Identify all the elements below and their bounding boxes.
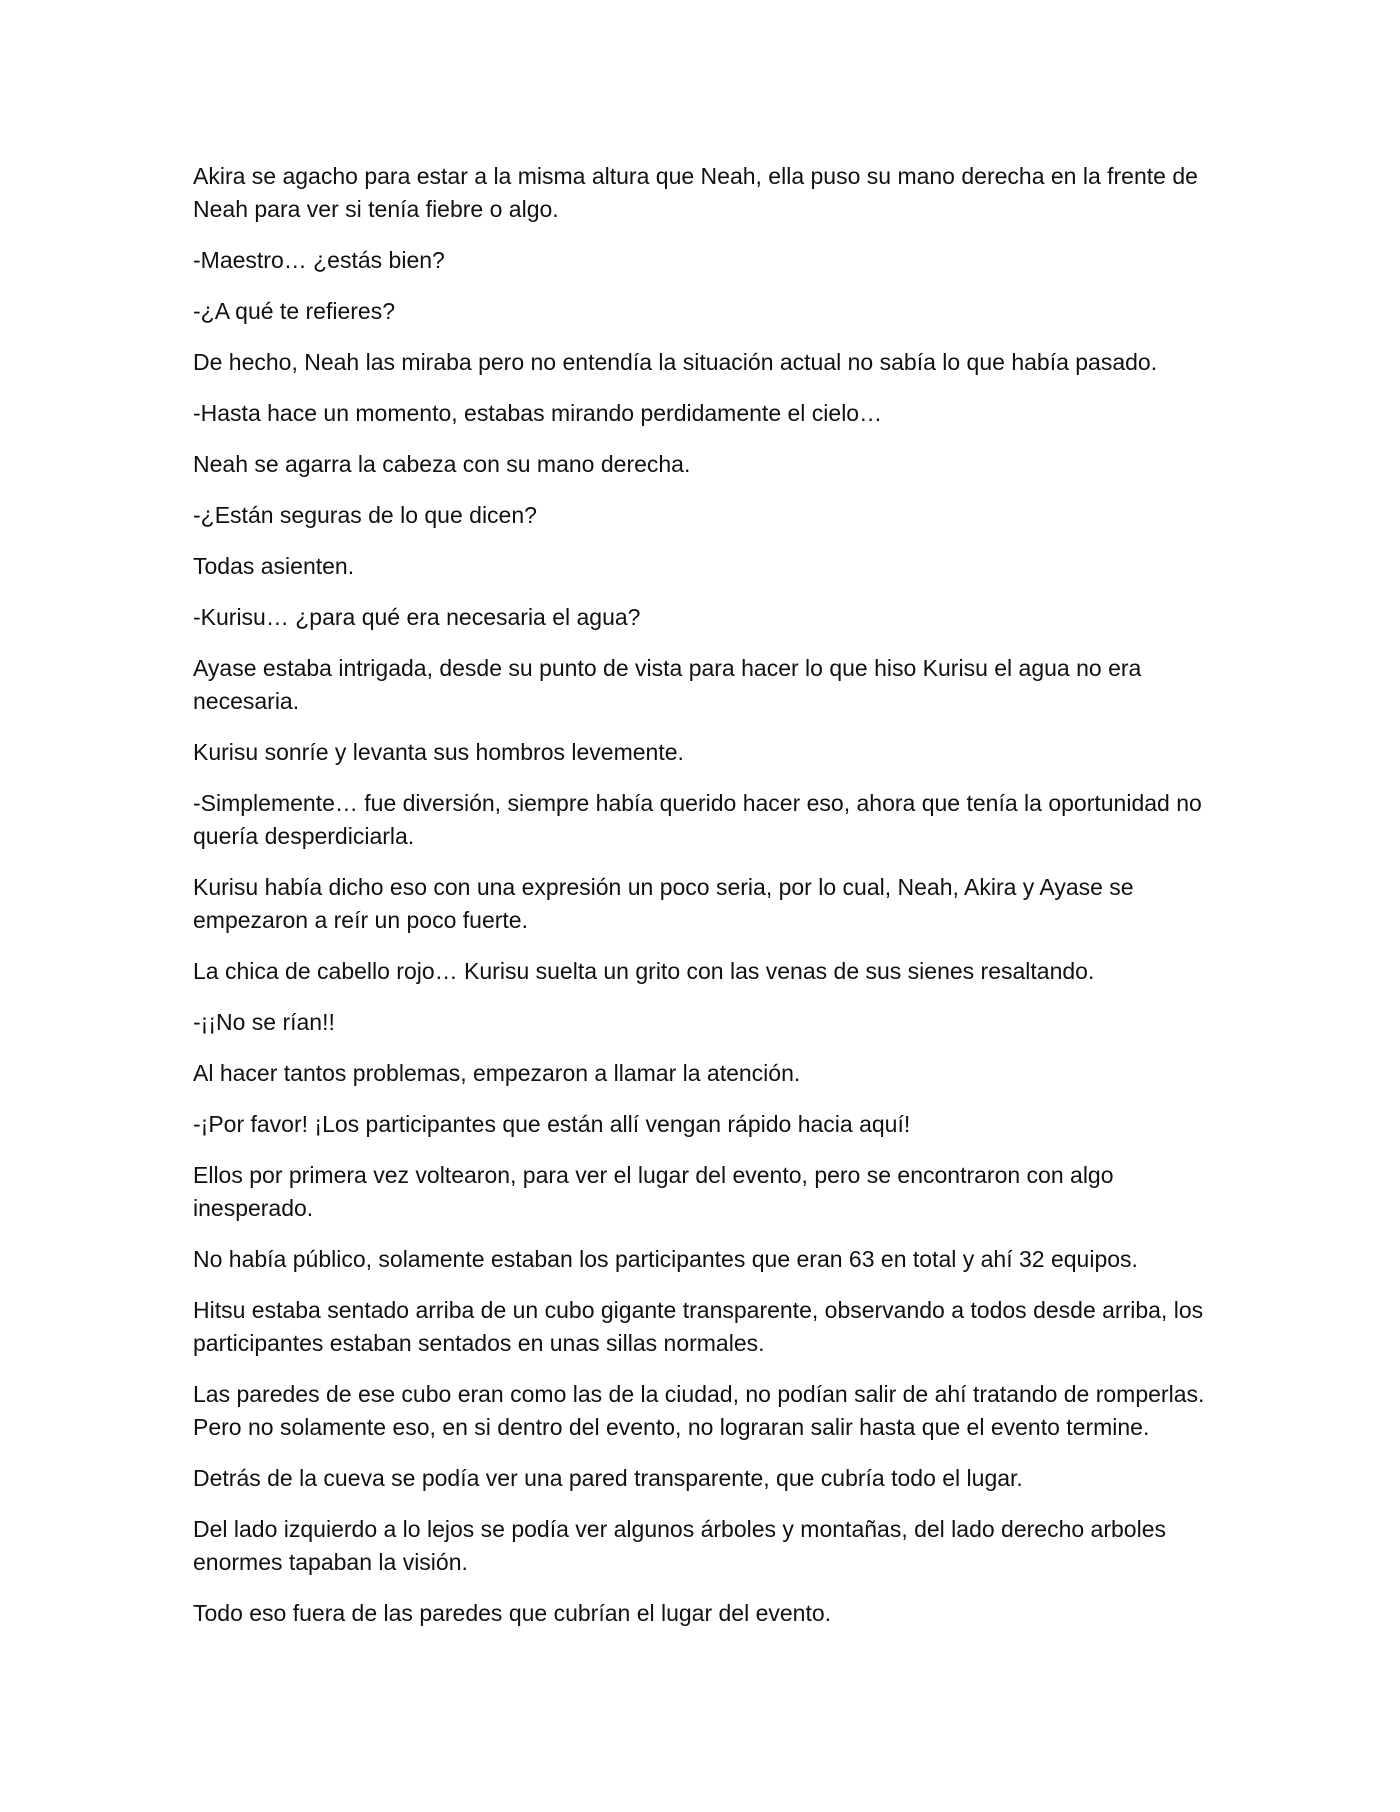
paragraph-8: Todas asienten.	[193, 553, 355, 579]
paragraph-5: -Hasta hace un momento, estabas mirando perdidamente el cielo…	[193, 400, 883, 426]
paragraph-16: Al hacer tantos problemas, empezaron a llamar la atención.	[193, 1060, 801, 1086]
paragraph-19: No había público, solamente estaban los participantes que eran 63 en total y ahí 32 equipos.	[193, 1246, 1138, 1272]
paragraph-22: Detrás de la cueva se podía ver una pared transparente, que cubría todo el lugar.	[193, 1465, 1023, 1491]
document-page	[193, 160, 1213, 1648]
paragraph-21: Las paredes de ese cubo eran como las de la ciudad, no podían salir de ahí tratando de romperlas. Pero no solamente eso, en si dentro del evento, no lograran salir hasta que el evento termine.	[193, 1381, 1205, 1440]
paragraph-17: -¡Por favor! ¡Los participantes que están allí vengan rápido hacia aquí!	[193, 1111, 911, 1137]
paragraph-1: Akira se agacho para estar a la misma altura que Neah, ella puso su mano derecha en la frente de Neah para ver si tenía fiebre o algo.	[193, 163, 1198, 222]
paragraph-3: -¿A qué te refieres?	[193, 298, 395, 324]
paragraph-23: Del lado izquierdo a lo lejos se podía ver algunos árboles y montañas, del lado derecho arboles enormes tapaban la visión.	[193, 1516, 1166, 1575]
paragraph-9: -Kurisu… ¿para qué era necesaria el agua?	[193, 604, 641, 630]
paragraph-11: Kurisu sonríe y levanta sus hombros levemente.	[193, 739, 684, 765]
paragraph-4: De hecho, Neah las miraba pero no entendía la situación actual no sabía lo que había pasado.	[193, 349, 1158, 375]
paragraph-20: Hitsu estaba sentado arriba de un cubo gigante transparente, observando a todos desde arriba, los participantes estaban sentados en unas sillas normales.	[193, 1297, 1204, 1356]
paragraph-13: Kurisu había dicho eso con una expresión un poco seria, por lo cual, Neah, Akira y Ayase se empezaron a reír un poco fuerte.	[193, 874, 1134, 933]
paragraph-14: La chica de cabello rojo… Kurisu suelta un grito con las venas de sus sienes resaltando.	[193, 958, 1095, 984]
paragraph-2: -Maestro… ¿estás bien?	[193, 247, 445, 273]
paragraph-18: Ellos por primera vez voltearon, para ver el lugar del evento, pero se encontraron con algo inesperado.	[193, 1162, 1114, 1221]
paragraph-12: -Simplemente… fue diversión, siempre había querido hacer eso, ahora que tenía la oportunidad no quería desperdiciarla.	[193, 790, 1202, 849]
paragraph-15: -¡¡No se rían!!	[193, 1009, 335, 1035]
paragraph-7: -¿Están seguras de lo que dicen?	[193, 502, 537, 528]
paragraph-10: Ayase estaba intrigada, desde su punto de vista para hacer lo que hiso Kurisu el agua no era necesaria.	[193, 655, 1142, 714]
paragraph-24: Todo eso fuera de las paredes que cubrían el lugar del evento.	[193, 1600, 832, 1626]
paragraph-6: Neah se agarra la cabeza con su mano derecha.	[193, 451, 691, 477]
